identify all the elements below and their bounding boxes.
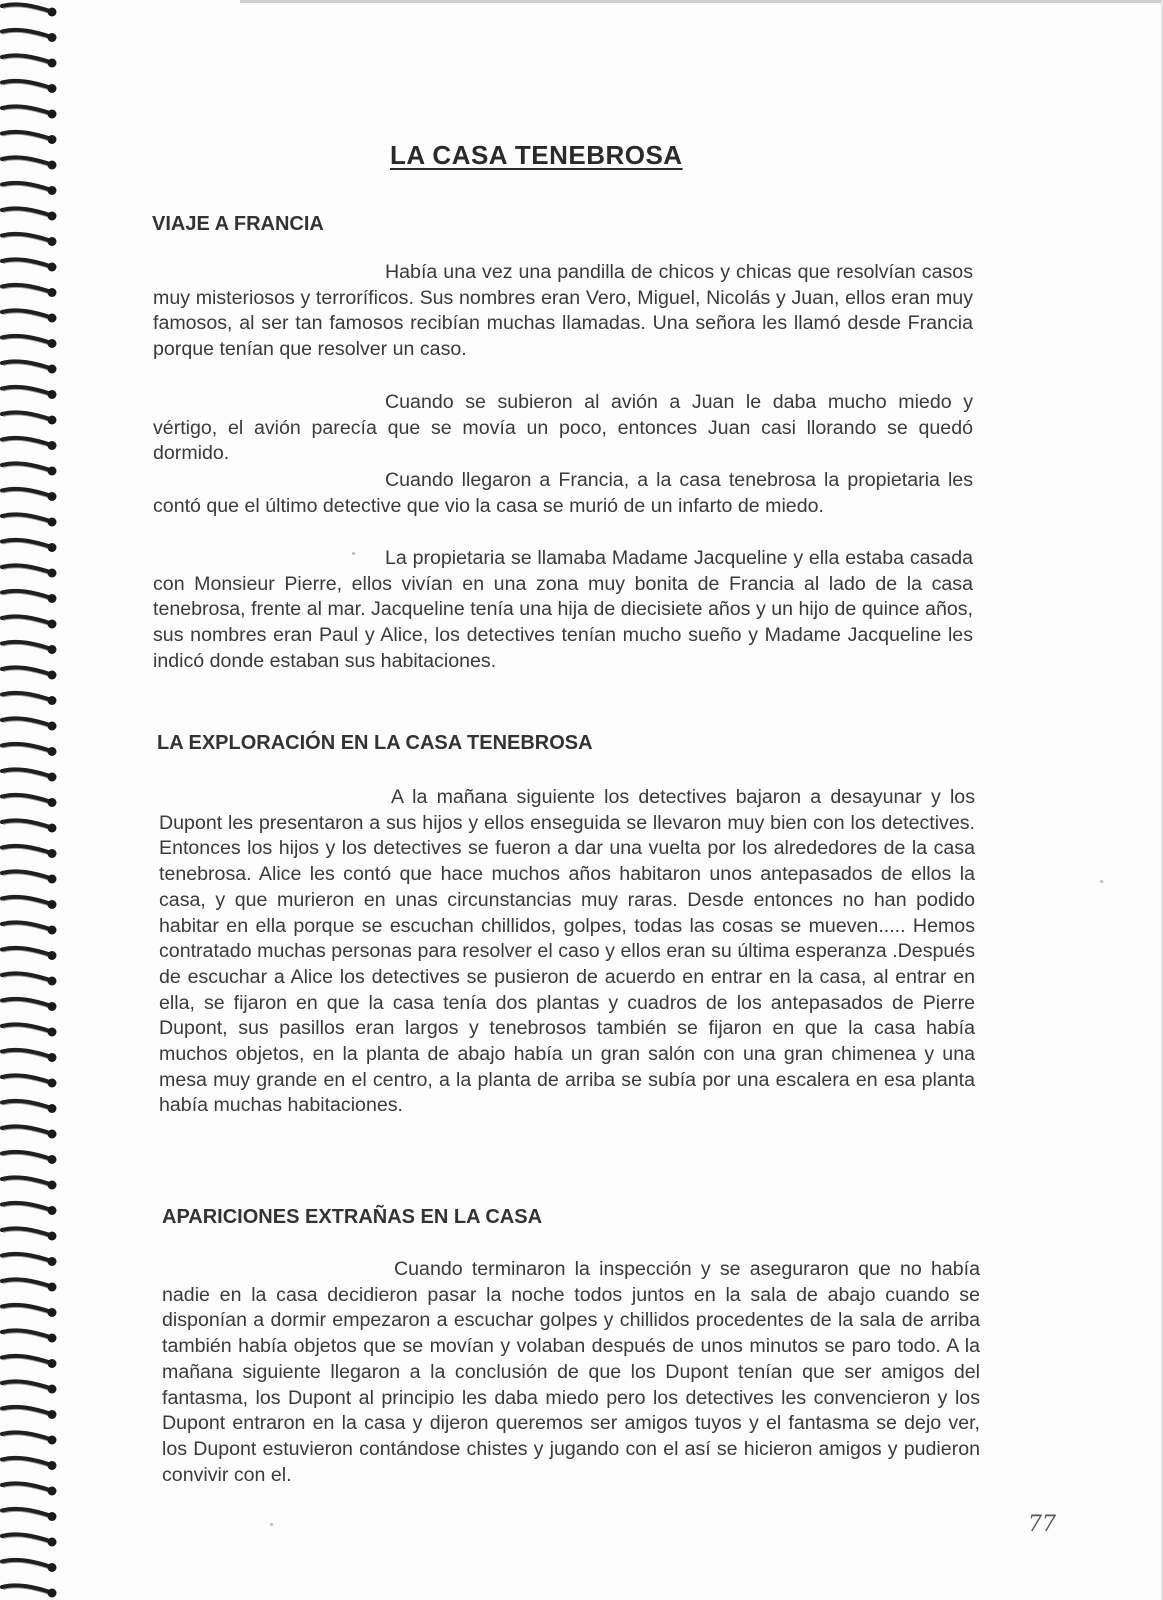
spiral-coil [2, 1407, 57, 1419]
spiral-coil [2, 1356, 57, 1368]
spiral-coil [2, 1534, 57, 1546]
spiral-coil [2, 693, 57, 705]
spiral-coil [2, 1050, 57, 1062]
spiral-coil [2, 973, 57, 985]
paragraph: A la mañana siguiente los detectives bajaron a desayunar y los Dupont les presentaron a sus hijos y ellos enseguida se llevaron muy bien con los detectives. Entonces los hijos y los detectives se fueron a dar una vuelta por los alrededores de la casa tenebrosa. Alice les contó que hace muchos años habitaron unos antepasados de ellos la casa, y que murieron en unas circunstancias muy raras. Desde entonces no han podido habitar en ella porque se escuchan chillidos, golpes, todas las cosas se mueven..... Hemos contratado muchas personas para resolver el caso y ellos eran su última esperanza .Después de escuchar a Alice los detectives se pusieron de acuerdo en entrar en la casa, al entrar en ella, se fijaron en que la casa tenía dos plantas y cuadros de los antepasados de Pierre Dupont, sus pasillos eran largos y tenebrosos también se fijaron en que la casa había muchos objetos, en la planta de abajo había un gran salón con una gran chimenea y una mesa muy grande en el centro, a la planta de arriba se subía por una escalera en esa planta había muchas habitaciones. [159, 786, 975, 1117]
document-title: LA CASA TENEBROSA [390, 140, 683, 170]
spiral-coil [2, 769, 57, 781]
spiral-coil [2, 642, 57, 654]
spiral-coil [2, 1075, 57, 1087]
spiral-coil [2, 1560, 57, 1572]
paragraph: Cuando se subieron al avión a Juan le daba mucho miedo y vértigo, el avión parecía que se movía un poco, entonces Juan casi llorando se quedó dormido. [153, 391, 973, 465]
spiral-coil [2, 846, 57, 858]
spiral-coil [2, 795, 57, 807]
spiral-coil [2, 157, 57, 169]
section-heading-la-exploracion: LA EXPLORACIÓN EN LA CASA TENEBROSA [157, 732, 593, 754]
spiral-coil [2, 667, 57, 679]
spiral-coil [2, 285, 57, 297]
spiral-binding-graphic [0, 0, 70, 1600]
spiral-coil [2, 310, 57, 322]
spiral-coil [2, 489, 57, 501]
spiral-coil [2, 4, 57, 16]
spiral-coil [2, 1228, 57, 1240]
spiral-binding [0, 0, 70, 1600]
spiral-coil [2, 999, 57, 1011]
spiral-coil [2, 922, 57, 934]
spiral-coil [2, 1458, 57, 1470]
spiral-coil [2, 1432, 57, 1444]
spiral-coil [2, 234, 57, 246]
page-top-edge [240, 0, 1163, 3]
spiral-coil [2, 1101, 57, 1113]
spiral-coil [2, 591, 57, 603]
page-number: 77 [1028, 1512, 1056, 1537]
spiral-coil [2, 106, 57, 118]
spiral-coil [2, 718, 57, 730]
spiral-coil [2, 1509, 57, 1521]
spiral-coil [2, 616, 57, 628]
spiral-coil [2, 1126, 57, 1138]
spiral-coil [2, 744, 57, 756]
spiral-coil [2, 514, 57, 526]
spiral-coil [2, 1152, 57, 1164]
paragraph: Había una vez una pandilla de chicos y chicas que resolvían casos muy misteriosos y terroríficos. Sus nombres eran Vero, Miguel, Nicolás y Juan, ellos eran muy famosos, al ser tan famosos recibían muchas llamadas. Una señora les llamó desde Francia porque tenían que resolver un caso. [153, 261, 973, 361]
paragraph: La propietaria se llamaba Madame Jacqueline y ella estaba casada con Monsieur Pierre, ellos vivían en una zona muy bonita de Francia al lado de la casa tenebrosa, frente al mar. Jacqueline tenía una hija de diecisiete años y un hijo de quince años, sus nombres eran Paul y Alice, los detectives tenían mucho sueño y Madame Jacqueline les indicó donde estaban sus habitaciones. [153, 547, 973, 672]
section-heading-apariciones-extranas: APARICIONES EXTRAÑAS EN LA CASA [162, 1206, 543, 1228]
spiral-coil [2, 820, 57, 832]
spiral-coil [2, 259, 57, 271]
spiral-coil [2, 1177, 57, 1189]
spiral-coil [2, 1254, 57, 1266]
spiral-coil [2, 1203, 57, 1215]
paper-speck [270, 1523, 273, 1526]
spiral-coil [2, 1330, 57, 1342]
spiral-coil [2, 897, 57, 909]
spiral-coil [2, 183, 57, 195]
spiral-coil [2, 438, 57, 450]
spiral-coil [2, 1585, 57, 1597]
spiral-coil [2, 132, 57, 144]
section-heading-viaje-a-francia: VIAJE A FRANCIA [152, 213, 324, 235]
spiral-coil [2, 565, 57, 577]
spiral-coil [2, 540, 57, 552]
spiral-coil [2, 336, 57, 348]
spiral-coil [2, 387, 57, 399]
spiral-coil [2, 208, 57, 220]
spiral-coil [2, 1381, 57, 1393]
spiral-coil [2, 1024, 57, 1036]
spiral-coil [2, 948, 57, 960]
spiral-coil [2, 1305, 57, 1317]
spiral-coil [2, 361, 57, 373]
spiral-coil [2, 30, 57, 42]
spiral-coil [2, 1483, 57, 1495]
paper-speck [1100, 880, 1103, 883]
paragraph: Cuando llegaron a Francia, a la casa tenebrosa la propietaria les contó que el último detective que vio la casa se murió de un infarto de miedo. [153, 469, 973, 517]
paragraph: Cuando terminaron la inspección y se aseguraron que no había nadie en la casa decidieron pasar la noche todos juntos en la sala de abajo cuando se disponían a dormir empezaron a escuchar golpes y chillidos procedentes de la sala de arriba también había objetos que se movían y volaban después de unos minutos se paro todo. A la mañana siguiente llegaron a la conclusión de que los Dupont tenían que ser amigos del fantasma, los Dupont al principio les daba miedo pero los detectives les convencieron y los Dupont entraron en la casa y dijeron queremos ser amigos tuyos y el fantasma se dejo ver, los Dupont estuvieron contándose chistes y jugando con el así se hicieron amigos y pudieron convivir con el. [162, 1258, 980, 1486]
spiral-coil [2, 463, 57, 475]
spiral-coil [2, 81, 57, 93]
paper-speck [352, 552, 355, 555]
spiral-coil [2, 871, 57, 883]
spiral-coil [2, 1279, 57, 1291]
spiral-coil [2, 55, 57, 67]
spiral-coil [2, 412, 57, 424]
